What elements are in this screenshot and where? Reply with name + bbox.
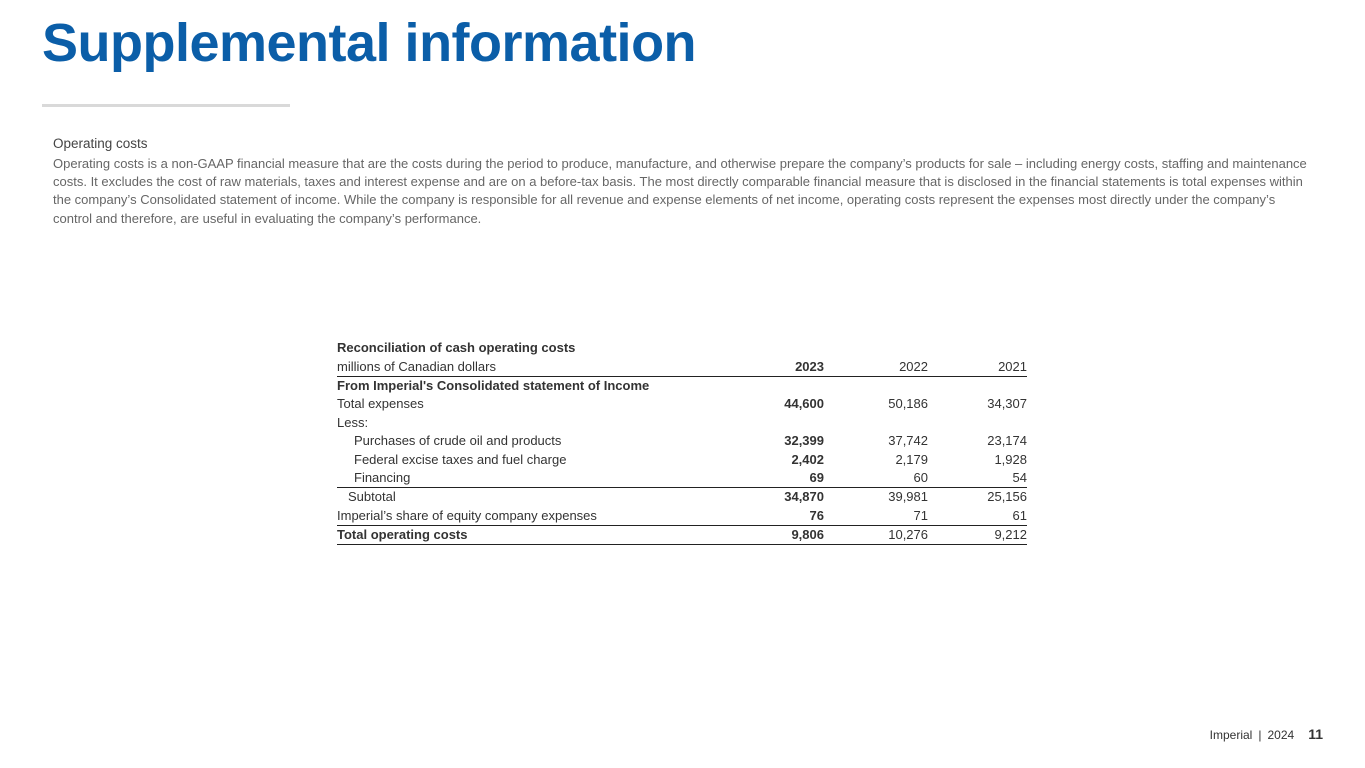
value-2023: 32,399	[784, 433, 824, 449]
value-2021: 1,928	[994, 451, 1027, 467]
value-2022: 10,276	[824, 525, 928, 544]
row-label: Total operating costs	[337, 525, 757, 544]
row-label: Federal excise taxes and fuel charge	[354, 451, 567, 467]
table-row	[337, 395, 1027, 413]
value-2023: 2,402	[791, 451, 824, 467]
value-2022: 2,179	[895, 451, 928, 467]
table-row	[337, 432, 1027, 450]
section-heading: Operating costs	[53, 136, 148, 151]
value-2023: 76	[757, 507, 824, 526]
year-2022-header: 2022	[824, 357, 928, 376]
table-header-row	[337, 357, 1027, 376]
title-divider	[42, 104, 290, 107]
value-2021: 25,156	[987, 489, 1027, 505]
row-label: Subtotal	[348, 489, 396, 505]
table-title: Reconciliation of cash operating costs	[337, 340, 576, 356]
page-title: Supplemental information	[42, 13, 697, 73]
table-row	[337, 450, 1027, 468]
table-section-label: From Imperial's Consolidated statement of Income	[337, 377, 650, 393]
table-row	[337, 414, 1027, 432]
value-2022: 60	[824, 469, 928, 488]
row-label: Financing	[337, 469, 757, 488]
table-units: millions of Canadian dollars	[337, 357, 757, 376]
value-2023: 44,600	[784, 396, 824, 412]
value-2022: 39,981	[888, 489, 928, 505]
value-2023: 34,870	[784, 489, 824, 505]
value-2022: 37,742	[888, 433, 928, 449]
year-2023-header: 2023	[757, 357, 824, 376]
table-row	[337, 507, 1027, 526]
footer	[1210, 726, 1323, 742]
value-2022: 50,186	[888, 396, 928, 412]
value-2021: 54	[928, 469, 1027, 488]
table-total-row	[337, 525, 1027, 544]
value-2021	[928, 414, 1027, 432]
section-body: Operating costs is a non-GAAP financial measure that are the costs during the period to produce, manufacture, and otherwise prepare the company’s products for sale – including energy costs, staffing and maintenance costs. It excludes the cost of raw materials, taxes and interest expense and are on a before-tax basis. The most directly comparable financial measure that is disclosed in the financial statements is total expenses within the company’s Consolidated statement of income. While the company is responsible for all revenue and expense elements of net income, operating costs represent the expenses most directly under the company’s control and therefore, are useful in evaluating the company’s performance.	[53, 156, 1307, 226]
year-2021-header: 2021	[928, 357, 1027, 376]
table-title-row	[337, 339, 1027, 357]
value-2023	[757, 414, 824, 432]
footer-company: Imperial	[1209, 728, 1253, 742]
footer-separator: |	[1258, 728, 1262, 742]
reconciliation-table	[337, 339, 1027, 545]
page-number: 11	[1308, 726, 1323, 742]
value-2021: 23,174	[987, 433, 1027, 449]
table-section-row	[337, 376, 1027, 395]
value-2022	[824, 414, 928, 432]
value-2021: 9,212	[928, 525, 1027, 544]
table-row	[337, 469, 1027, 488]
row-label: Total expenses	[337, 396, 424, 412]
row-label: Imperial’s share of equity company expenses	[337, 507, 757, 526]
row-label: Less:	[337, 414, 369, 430]
value-2023: 9,806	[757, 525, 824, 544]
footer-year: 2024	[1267, 728, 1295, 742]
value-2021: 34,307	[987, 396, 1027, 412]
value-2022: 71	[824, 507, 928, 526]
value-2023: 69	[757, 469, 824, 488]
value-2021: 61	[928, 507, 1027, 526]
table-row	[337, 488, 1027, 507]
row-label: Purchases of crude oil and products	[354, 433, 562, 449]
